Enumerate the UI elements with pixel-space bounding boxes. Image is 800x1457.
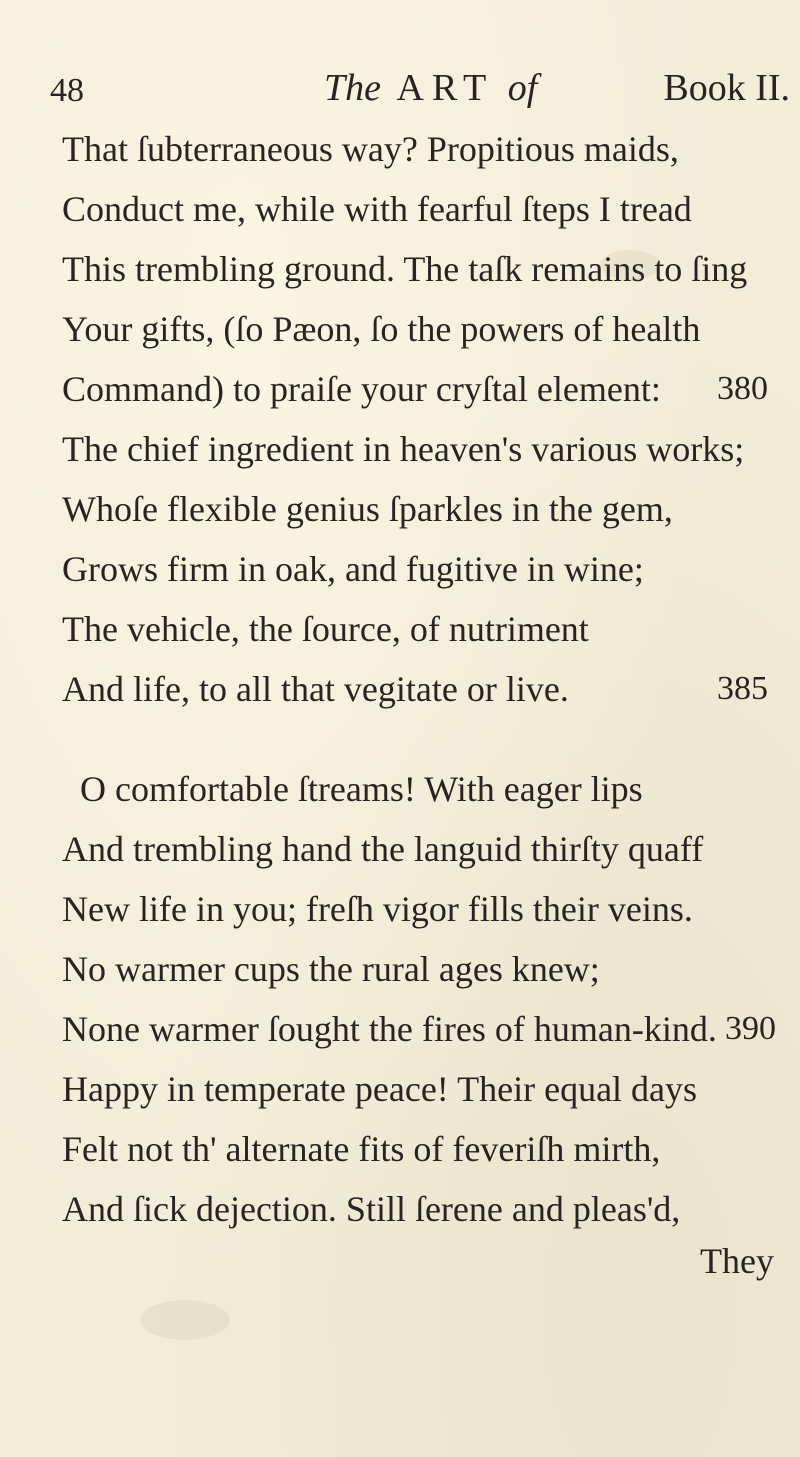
verse-line-text: That ſubterraneous way? Propitious maids, [62, 129, 679, 169]
verse-line [62, 248, 782, 290]
verse-line-text: Your gifts, (ſo Pæon, ſo the powers of health [62, 309, 701, 349]
verse-line-text: O comfortable ſtreams! With eager lips [80, 769, 643, 809]
verse-line-text: Conduct me, while with fearful ſteps I tread [62, 189, 692, 229]
verse-line [62, 548, 782, 590]
verse-line [62, 828, 782, 870]
book-label: Book II. [663, 67, 790, 109]
running-header [0, 66, 800, 116]
verse-line-text: Whoſe flexible genius ſparkles in the gem, [62, 489, 673, 529]
verse-line [62, 368, 782, 410]
verse-line [62, 128, 782, 170]
verse-line-text: The chief ingredient in heaven's various works; [62, 429, 745, 469]
verse-line [62, 1068, 782, 1110]
verse-line-text: And life, to all that vegitate or live. [62, 669, 569, 709]
catchword: They [700, 1241, 774, 1281]
title-the: The [324, 67, 381, 109]
verse-line [62, 1008, 782, 1050]
verse-line [62, 488, 782, 530]
page-number: 48 [50, 72, 84, 109]
verse-line [62, 948, 782, 990]
verse-line [80, 768, 800, 810]
verse-line [62, 888, 782, 930]
verse-line-text: Felt not th' alternate fits of feveriſh mirth, [62, 1129, 661, 1169]
verse-line [62, 608, 782, 650]
line-number: 385 [717, 670, 768, 707]
verse-line [62, 188, 782, 230]
verse-line-text: Grows firm in oak, and fugitive in wine; [62, 549, 644, 589]
line-number: 390 [725, 1010, 776, 1047]
verse-line [62, 1128, 782, 1170]
verse-line-text: No warmer cups the rural ages knew; [62, 949, 600, 989]
verse-line-text: Command) to praiſe your cryſtal element: [62, 369, 661, 409]
verse-line-text: The vehicle, the ſource, of nutriment [62, 609, 589, 649]
line-number: 380 [717, 370, 768, 407]
paper-stain [140, 1300, 230, 1340]
verse-line-text: None warmer ſought the fires of human-kind. [62, 1009, 717, 1049]
verse-line-text: This trembling ground. The taſk remains to ſing [62, 249, 748, 289]
verse-line-text: And ſick dejection. Still ſerene and pleas'd, [62, 1189, 681, 1229]
title-art: ART [396, 67, 495, 109]
verse-line [62, 1188, 782, 1230]
verse-line [62, 668, 782, 710]
verse-line [62, 428, 782, 470]
title-of: of [507, 67, 538, 109]
verse-line [62, 308, 782, 350]
running-title [324, 66, 537, 110]
verse-line-text: Happy in temperate peace! Their equal days [62, 1069, 698, 1109]
verse-line-text: New life in you; freſh vigor fills their veins. [62, 889, 693, 929]
verse-line-text: And trembling hand the languid thirſty quaff [62, 829, 704, 869]
